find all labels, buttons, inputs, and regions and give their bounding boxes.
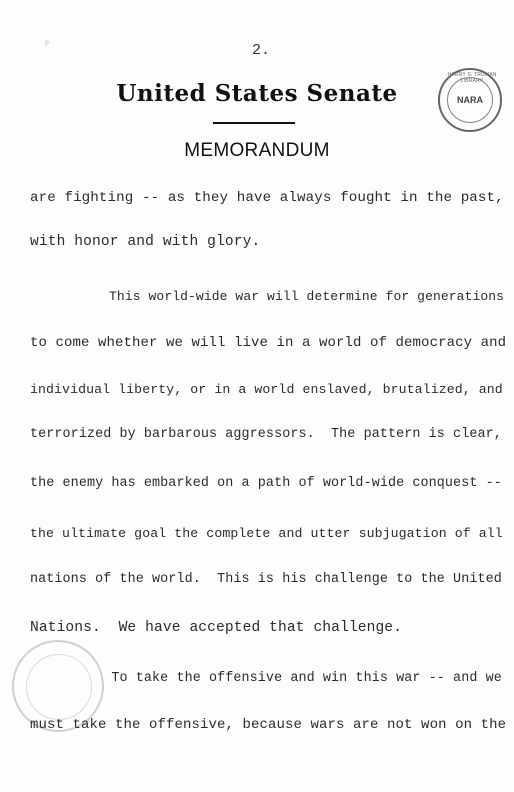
library-stamp-icon — [438, 68, 502, 132]
body-line: nations of the world. This is his challenge to the United — [30, 572, 502, 587]
body-line: with honor and with glory. — [30, 234, 261, 250]
letterhead-rule — [213, 122, 295, 124]
stamp-ring-text: HARRY S. TRUMAN LIBRARY — [447, 72, 497, 84]
body-line: To take the offensive and win this war -- and we — [30, 671, 502, 686]
body-line: to come whether we will live in a world of democracy and — [30, 335, 507, 351]
corner-mark: ᵖ — [44, 40, 51, 51]
stamp-center-text: NARA — [457, 95, 483, 105]
body-line: are fighting -- as they have always fought in the past, — [30, 190, 504, 206]
letterhead: United States Senate — [116, 80, 398, 107]
memo-title: MEMORANDUM — [184, 140, 330, 161]
body-line: the enemy has embarked on a path of world-wide conquest -- — [30, 476, 502, 491]
body-line: individual liberty, or in a world enslaved, brutalized, and — [30, 382, 503, 397]
body-line: terrorized by barbarous aggressors. The pattern is clear, — [30, 427, 502, 442]
body-line: This world-wide war will determine for generations — [30, 289, 505, 304]
body-line: must take the offensive, because wars are not won on the — [30, 717, 507, 733]
page-number: 2. — [252, 42, 271, 59]
body-line: Nations. We have accepted that challenge. — [30, 620, 403, 636]
body-line: the ultimate goal the complete and utter subjugation of all — [30, 526, 503, 541]
